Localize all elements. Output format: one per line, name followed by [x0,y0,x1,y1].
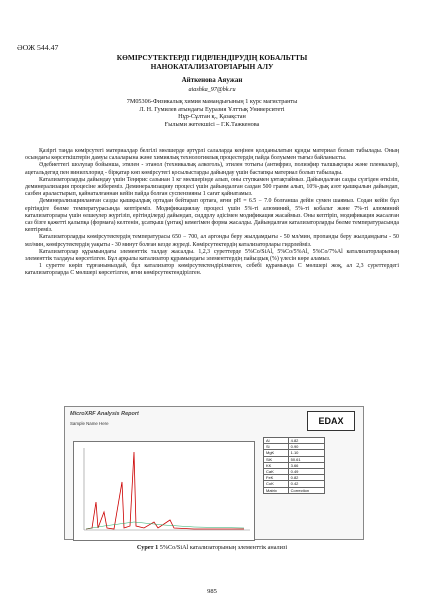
spectrum-graphic [74,442,254,540]
edax-logo: EDAX [307,411,355,431]
author-email: aiashka_97@bk.ru [188,86,236,93]
table-row: KK 3.66 [264,462,325,468]
body-text [25,148,399,278]
paragraph: Деминерализацияланған сазды қышқылдық ортадан бейтарап ортаға, яғни pH = 6.5 − 7.0 болғанша дейін сумен шаямыз. Содан кейін бұл ерітіндіге бөлме температурасында кептіреміз. Модификациялау процесі үшін 5%-ті алюминий, 5%-ті кобальт және 7%-ті алюминий катализаторлары үшін өлшеулер жүргізіп, ерітінділерді дайындап, сиддрлу әдісімен модификация жасаймыз. Оны кептіріп, модификация жасалған саз бізге қажетті қалыпқа (формаға) келтенін, ұсатқыш (ұнтақ) кемегімен форма жасалды. Дайындалған катализаторларды бөлме температурасында кептіреміз. [25,198,399,234]
figure-sample-name: Sample Name Here [70,421,109,426]
table-row: CaK 0.49 [264,468,325,474]
spectrum-plot [73,441,255,541]
author-name: Айткенова Аяужан [181,76,243,84]
figure-xrf-report [64,406,364,540]
element-table [263,437,325,494]
title-line-1: КӨМІРСУТЕКТЕРДІ ГИДРЛЕНДІРУДІҢ КОБАЛЬТТЫ [116,53,308,62]
caption-label: Сурет 1 [136,544,159,551]
udc-code: ӘОЖ 544.47 [17,43,59,52]
paragraph: Катализаторларды көмірсутектердің температурасы 650 − 700, ал аргонды беру жылдамдығы - 50 мл/мин, пропанды беру жылдамдығы - 50 мл/мин, көмірсутектердің уақыты - 30 минут болған кезде жүреді. Көмірсутектердің катализаторлары гидрлейміз. [25,234,399,248]
affiliation-line: Нұр-Сұлтан қ., Қазақстан [178,113,246,121]
table-row: MgK 1.10 [264,450,325,456]
table-row: Al 4.82 [264,438,325,444]
table-row: Matrix Correction [264,487,325,493]
affiliation-block [0,98,424,128]
table-row: Si 0.90 [264,444,325,450]
table-row: SiK 50.61 [264,456,325,462]
table-row: CoK 0.42 [264,481,325,487]
page-number: 985 [207,588,217,595]
figure-header: MicroXRF Analysis Report [70,411,139,417]
paragraph: Қазіргі таңда көмірсутегі материалдар белгілі мөлшерде әртүрлі салаларда кеңінен қолданылатын құнды материал болып табылады. Оның осындағы көрсеткіштерін дамуы салаларына және химиялық технологиялық процестердің пайда болуымен тығыз байланысты. [25,148,399,162]
paragraph: Әдебиеттегі шолулар бойынша, этилен - этанол (техникалық алкоголь), этилен тотығы (антифриз, полиэфир талшықтары және пленкалар), ацетальдегид пен винилхлорид - бірқатар көп көмірсутегі қосылыстарды дайындау үшін бастапқы материал болып табылады. [25,162,399,176]
caption-text: 5%Co/SiAl катализаторының элементтік анализі [159,544,288,551]
affiliation-line: 7М05306-Физикалық химия мамандығының 1 курс магистранты [126,98,298,105]
table-row: FeK 0.82 [264,475,325,481]
title-line-2: НАНОКАТАЛИЗАТОРЛАРЫН АЛУ [150,62,274,71]
figure-caption [0,544,424,551]
paragraph: Катализаторлар құрамындағы элементтік талдау жасалды. 1,2,3 суреттерде 5%Co/SiAl, 5%Co/5%Al, 5%Co/7%Al катализаторларының элементтік талдауы көрсетілген. Бұл арқылы катализатор құрамындағы элементтердің пайыздық (%) үлесін көре аламыз. [25,248,399,263]
affiliation-line: Ғылыми жетекшісі – Г.К.Тажкенова [164,120,260,128]
affiliation-line: Л. Н. Гумилев атындағы Еуразия Ұлттық Университеті [139,105,285,113]
paragraph: Катализаторларды дайындау үшін Теңирис сазынан 1 кг мөлшерінде алып, оны ступкамен ұнтақтаймыз. Дайындалған сазды сүзгіден өткізіп, деминерализация процесіне жібереміз. Деминерализацияу процесі үшін дайындалған саздан 500 грамм алып, 10%-дық азот қышқылын дайындап, сазбен араластырып, қайнаталғаннан кейін пайда болған суспензияны 1 сағат қайнатамыз. [25,176,399,198]
paragraph: 1 суретте көріп тұрғанымыздай, бұл катализатор көмірсутектендірілмеген, себебі құрамында С мөлшері жоқ, ал 2,3 суреттердегі катализаторларда С мөлшері көрсетілген, яғни көмірсутектендірілген. [25,263,399,277]
